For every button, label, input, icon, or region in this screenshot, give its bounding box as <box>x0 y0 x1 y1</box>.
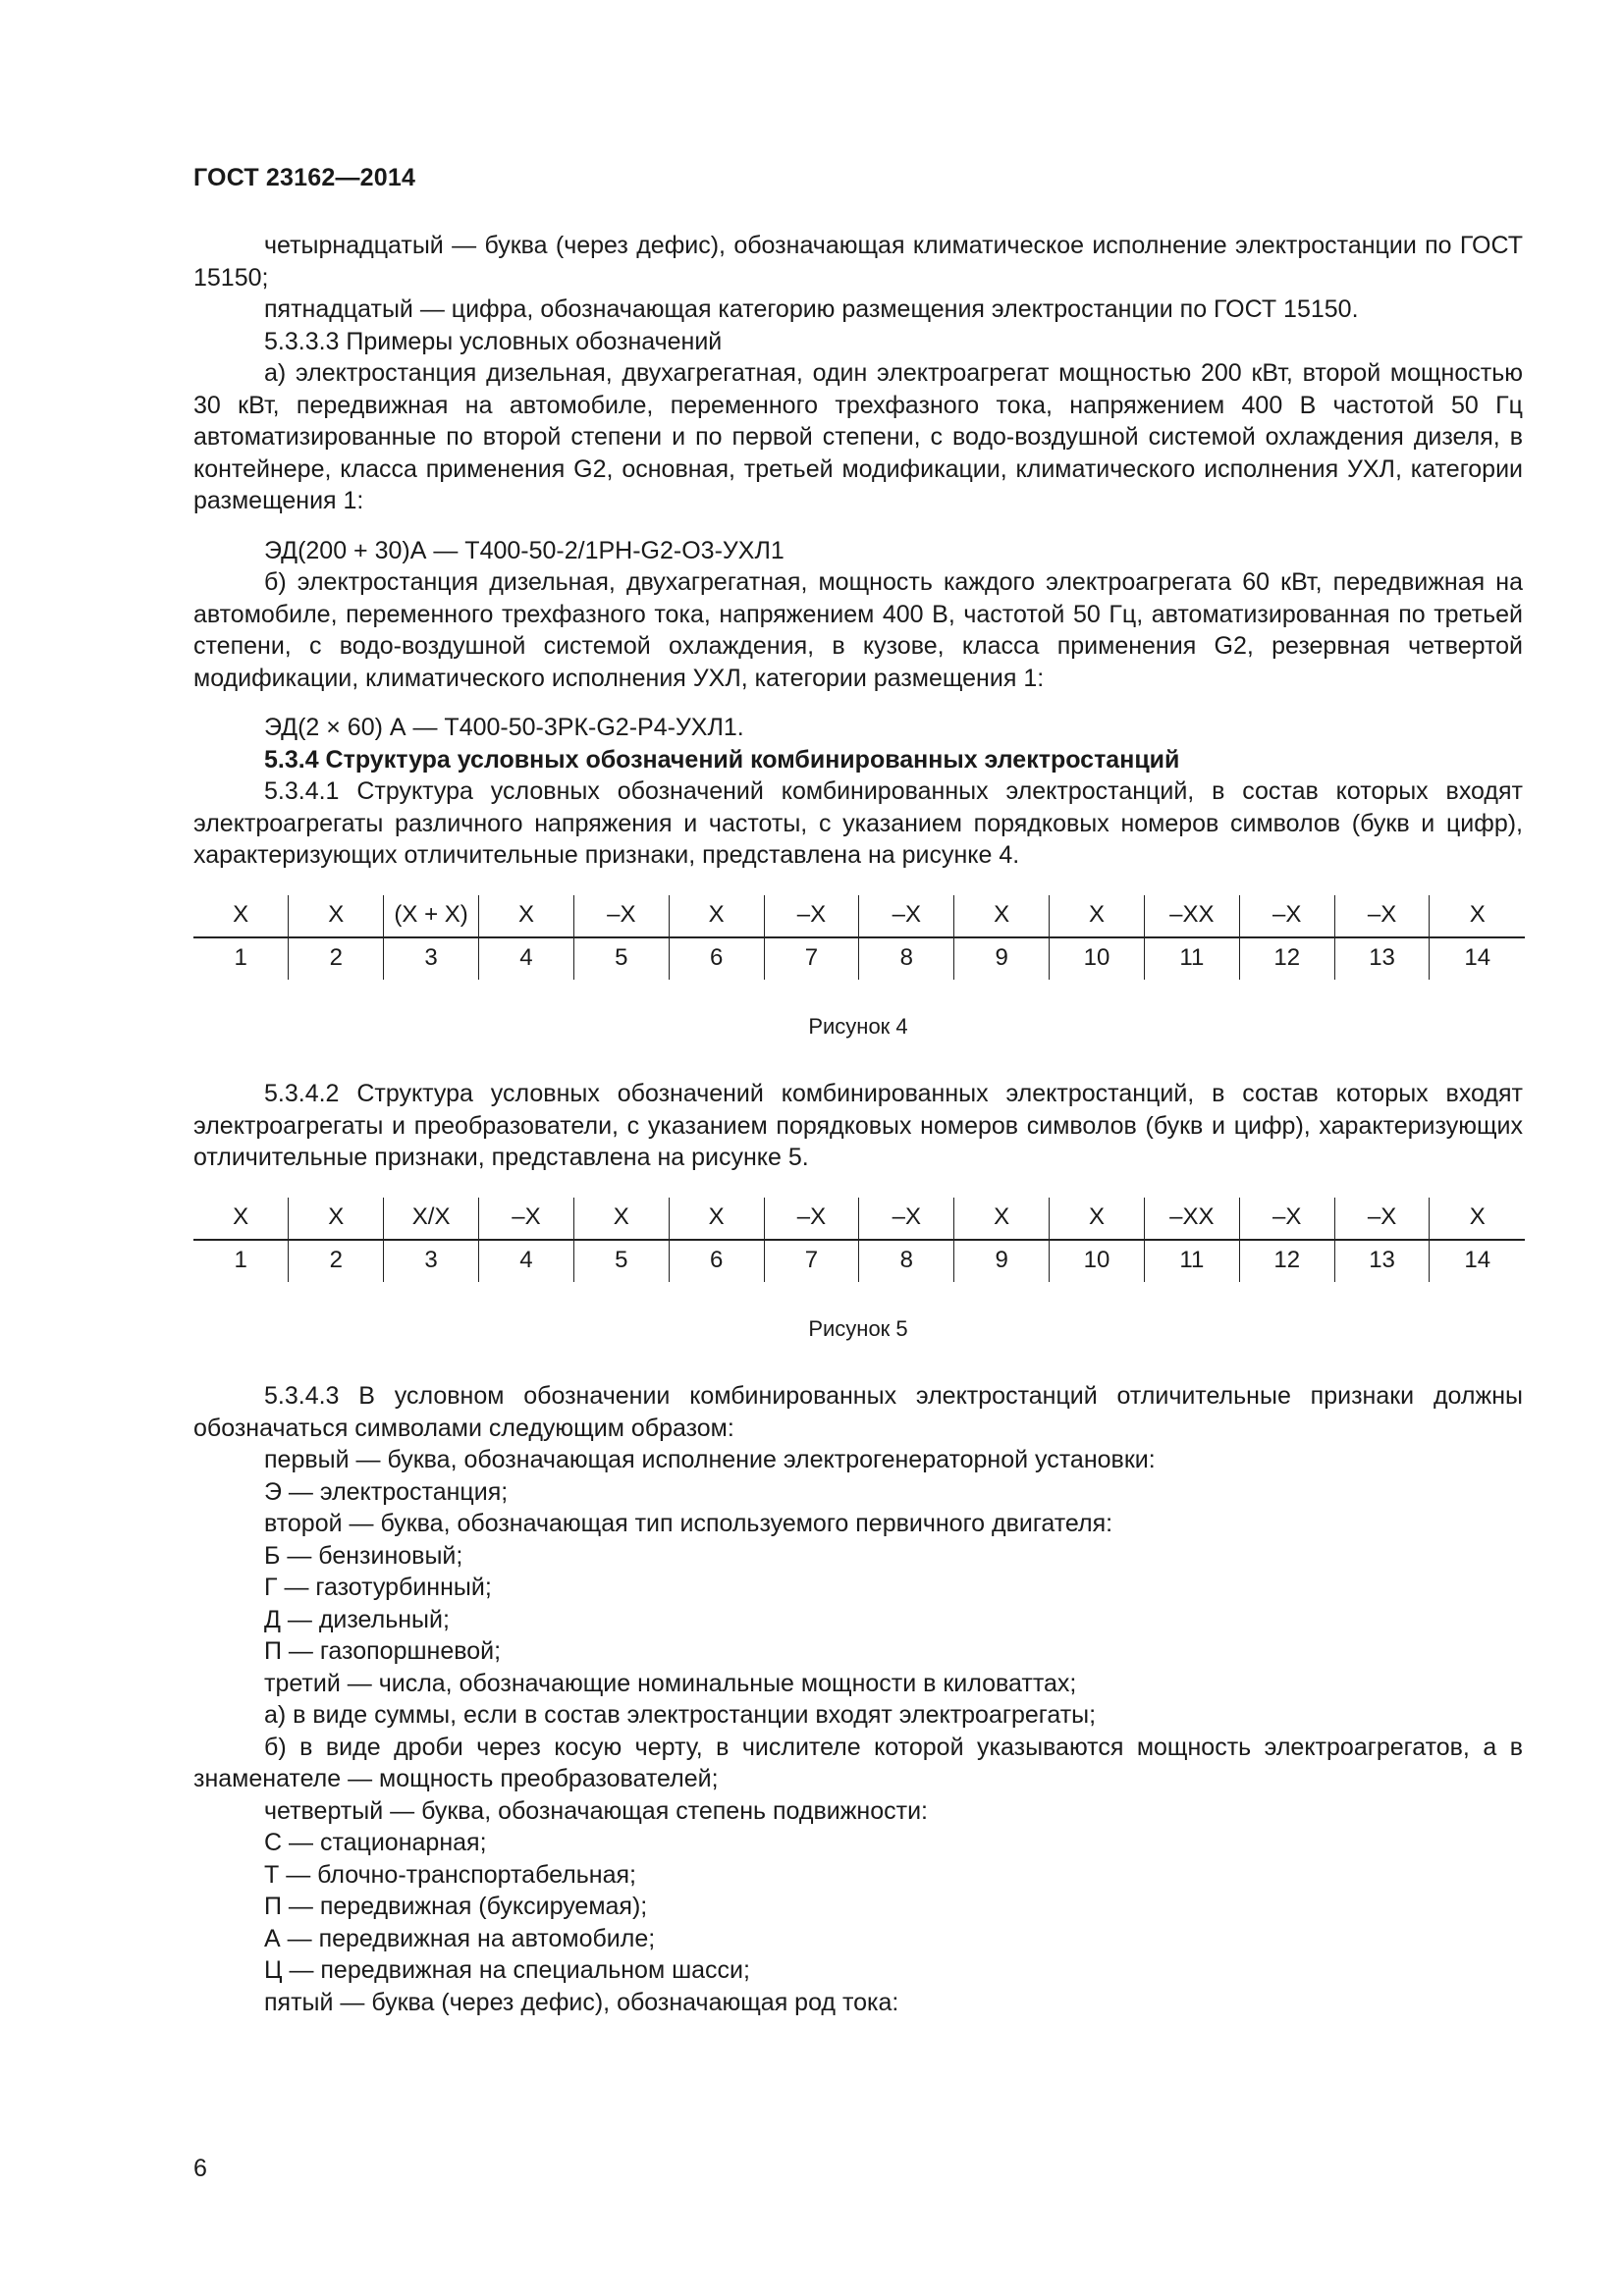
page-content <box>193 230 1523 2018</box>
symbol-cell: X <box>479 895 574 937</box>
symbol-cell: X <box>573 1198 669 1240</box>
symbol-cell: –X <box>1239 1198 1334 1240</box>
paragraph: а) в виде суммы, если в состав электростанции входят электроагрегаты; <box>264 1701 1097 1729</box>
number-cell: 9 <box>954 1240 1050 1282</box>
paragraph: второй — буква, обозначающая тип используемого первичного двигателя: <box>264 1510 1113 1537</box>
paragraph: пятый — буква (через дефис), обозначающая род тока: <box>264 1988 899 2016</box>
paragraph: б) в виде дроби через косую черту, в числителе которой указываются мощность электроагрегатов, а в знаменателе — мощность преобразователей; <box>193 1733 1523 1792</box>
number-cell: 3 <box>384 937 479 980</box>
paragraph: первый — буква, обозначающая исполнение электрогенераторной установки: <box>264 1446 1156 1473</box>
number-cell: 4 <box>479 1240 574 1282</box>
number-cell: 10 <box>1050 1240 1145 1282</box>
symbol-cell: X <box>954 895 1050 937</box>
paragraph: 5.3.4.1 Структура условных обозначений комбинированных электростанций, в состав которых входят электроагрегаты различного напряжения и частоты, с указанием порядковых номеров символов (букв и цифр), характеризующих отличительные признаки, представлена на рисунке 4. <box>193 777 1523 869</box>
symbol-cell: –X <box>1334 1198 1430 1240</box>
figure-5-table <box>193 1198 1525 1282</box>
symbol-cell: –X <box>764 1198 859 1240</box>
formula: ЭД(2 × 60) А — Т400-50-3РК-G2-Р4-УХЛ1. <box>264 714 744 741</box>
paragraph: Г — газотурбинный; <box>264 1574 492 1601</box>
number-cell: 14 <box>1430 937 1525 980</box>
paragraph: пятнадцатый — цифра, обозначающая категорию размещения электростанции по ГОСТ 15150. <box>264 295 1359 323</box>
paragraph: П — передвижная (буксируемая); <box>264 1893 648 1920</box>
figure-4-table <box>193 895 1525 980</box>
symbol-cell: X <box>193 895 289 937</box>
paragraph: а) электростанция дизельная, двухагрегатная, один электроагрегат мощностью 200 кВт, второй мощностью 30 кВт, передвижная на автомобиле, переменного трехфазного тока, напряжением 400 В частотой 50 Гц автоматизированные по второй степени и по первой степени, с водо-воздушной системой охлаждения дизеля, в контейнере, класса применения G2, основная, третьей модификации, климатического исполнения УХЛ, категории размещения 1: <box>193 359 1523 514</box>
symbol-cell: X <box>669 1198 764 1240</box>
symbol-cell: X <box>193 1198 289 1240</box>
paragraph: Т — блочно-транспортабельная; <box>264 1860 636 1889</box>
paragraph: П — газопоршневой; <box>264 1637 502 1665</box>
symbol-row <box>193 895 1525 937</box>
paragraph: четырнадцатый — буква (через дефис), обозначающая климатическое исполнение электростанции по ГОСТ 15150; <box>193 232 1523 292</box>
paragraph: Э — электростанция; <box>264 1477 509 1506</box>
paragraph: Ц — передвижная на специальном шасси; <box>264 1956 750 1984</box>
number-row <box>193 1240 1525 1282</box>
number-cell: 2 <box>289 937 384 980</box>
symbol-cell: X <box>669 895 764 937</box>
symbol-cell: –X <box>859 895 954 937</box>
number-cell: 13 <box>1334 1240 1430 1282</box>
number-cell: 6 <box>669 937 764 980</box>
number-cell: 8 <box>859 937 954 980</box>
symbol-cell: X <box>1050 1198 1145 1240</box>
symbol-cell: –X <box>1334 895 1430 937</box>
number-cell: 14 <box>1430 1240 1525 1282</box>
formula: ЭД(200 + 30)А — Т400-50-2/1РН-G2-О3-УХЛ1 <box>264 536 784 564</box>
figure-caption: Рисунок 5 <box>808 1315 908 1341</box>
number-cell: 5 <box>573 1240 669 1282</box>
number-cell: 5 <box>573 937 669 980</box>
symbol-cell: –X <box>573 895 669 937</box>
page-header: ГОСТ 23162—2014 <box>193 164 416 191</box>
paragraph: б) электростанция дизельная, двухагрегатная, мощность каждого электроагрегата 60 кВт, передвижная на автомобиле, переменного трехфазного тока, напряжением 400 В, частотой 50 Гц, автоматизированная по третьей степени, с водо-воздушной системой охлаждения, в кузове, класса применения G2, резервная четвертой модификации, климатического исполнения УХЛ, категории размещения 1: <box>193 568 1523 692</box>
paragraph: А — передвижная на автомобиле; <box>264 1924 656 1952</box>
number-cell: 4 <box>479 937 574 980</box>
paragraph: 5.3.4.2 Структура условных обозначений комбинированных электростанций, в состав которых входят электроагрегаты и преобразователи, с указанием порядковых номеров символов (букв и цифр), характеризующих отличительные признаки, представлена на рисунке 5. <box>193 1080 1523 1171</box>
number-cell: 10 <box>1050 937 1145 980</box>
number-cell: 1 <box>234 1247 247 1274</box>
number-cell: 6 <box>669 1240 764 1282</box>
number-cell: 11 <box>1144 937 1239 980</box>
symbol-cell: –X <box>1239 895 1334 937</box>
paragraph: 5.3.3.3 Примеры условных обозначений <box>264 327 723 355</box>
paragraph: С — стационарная; <box>264 1829 487 1856</box>
number-cell: 8 <box>859 1240 954 1282</box>
page-number: 6 <box>193 2155 207 2182</box>
symbol-cell: X <box>954 1198 1050 1240</box>
symbol-row <box>193 1198 1525 1240</box>
paragraph: третий — числа, обозначающие номинальные мощности в киловаттах; <box>264 1669 1077 1697</box>
paragraph: Д — дизельный; <box>264 1605 450 1633</box>
section-heading: 5.3.4 Структура условных обозначений комбинированных электростанций <box>264 745 1180 774</box>
symbol-cell: –X <box>859 1198 954 1240</box>
number-cell: 11 <box>1144 1240 1239 1282</box>
symbol-cell: –XX <box>1144 1198 1239 1240</box>
number-cell: 9 <box>954 937 1050 980</box>
figure-caption: Рисунок 4 <box>808 1013 908 1039</box>
number-cell: 12 <box>1239 937 1334 980</box>
symbol-cell: (X + X) <box>384 895 479 937</box>
paragraph: 5.3.4.3 В условном обозначении комбинированных электростанций отличительные признаки должны обозначаться символами следующим образом: <box>193 1382 1523 1442</box>
symbol-cell: X <box>1430 895 1525 937</box>
symbol-cell: X <box>289 1198 384 1240</box>
number-cell: 13 <box>1334 937 1430 980</box>
symbol-cell: X <box>1050 895 1145 937</box>
symbol-cell: –X <box>479 1198 574 1240</box>
symbol-cell: X/X <box>384 1198 479 1240</box>
number-cell: 12 <box>1239 1240 1334 1282</box>
number-cell: 7 <box>764 1240 859 1282</box>
symbol-cell: –X <box>764 895 859 937</box>
paragraph: четвертый — буква, обозначающая степень подвижности: <box>264 1796 929 1825</box>
symbol-cell: –XX <box>1144 895 1239 937</box>
number-cell: 3 <box>384 1240 479 1282</box>
number-cell: 2 <box>289 1240 384 1282</box>
symbol-cell: X <box>289 895 384 937</box>
paragraph: Б — бензиновый; <box>264 1541 463 1570</box>
number-row <box>193 937 1525 980</box>
number-cell: 1 <box>234 944 247 972</box>
symbol-cell: X <box>1430 1198 1525 1240</box>
number-cell: 7 <box>764 937 859 980</box>
